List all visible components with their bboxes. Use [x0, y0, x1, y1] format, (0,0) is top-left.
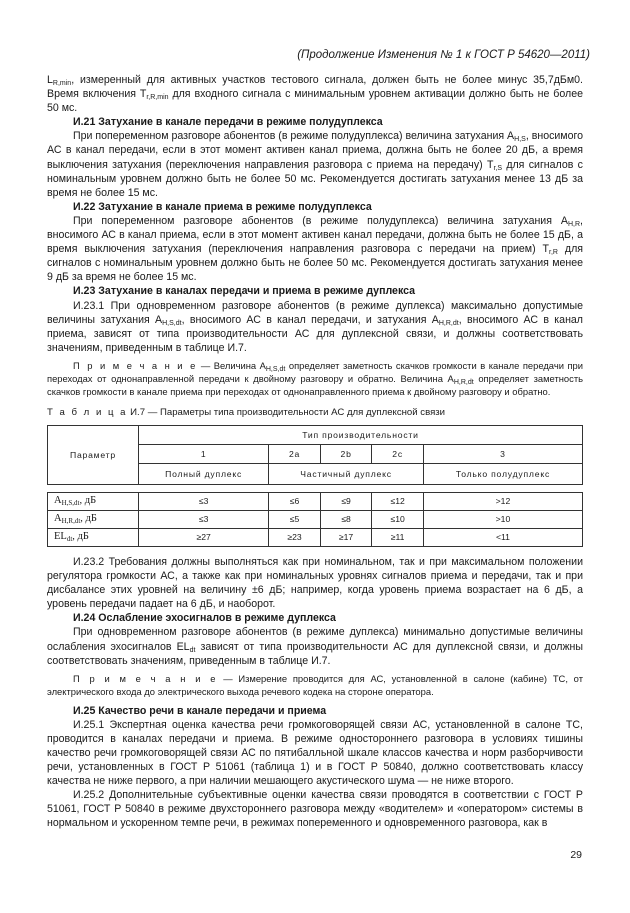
cell: ≥27	[139, 528, 269, 546]
table-row	[48, 492, 583, 510]
cell: >10	[423, 510, 582, 528]
section-heading-24: И.24 Ослабление эхосигналов в режиме дуплекса	[73, 612, 336, 625]
type-col-2a: 2a	[269, 444, 321, 463]
type-col-1: 1	[139, 444, 269, 463]
section-23-note: П р и м е ч а н и е — Величина $A_{H,S,dt}$ определяет заметность скачков громкости в канале передачи при переходах от однонаправленной передачи к двойному разговору и обратно. Величина $A_{H,R,dt}$ определяет заметность скачков громкости в канале приема при переходах от однонаправленного приема к двойному разговору и обратно.	[47, 359, 584, 397]
cell: ≥17	[320, 528, 372, 546]
cell: ≤6	[269, 492, 321, 510]
row-param: $A_{H,R,dt}$, дБ	[48, 510, 139, 528]
section-24-text: При одновременном разговоре абонентов (в режиме дуплекса) минимально допустимые величины ослабления эхосигналов $EL_{dt}$ зависят от типа производительности АС для дуплексной связи, и должны соответствовать значениям, приведенным в таблице И.7.	[47, 626, 583, 667]
section-heading-21: И.21 Затухание в канале передачи в режиме полудуплекса	[73, 116, 383, 129]
performance-table	[47, 425, 583, 547]
intro-paragraph: $L_{R,min}$, измеренный для активных участков тестового сигнала, должен быть не более минус 35,7дБм0. Время включения $T_{r,R,min}$ для входного сигнала с минимальным уровнем активации должно быть не более 50 мс.	[47, 74, 584, 115]
type-col-3: 3	[423, 444, 582, 463]
param-header: Параметр	[48, 425, 139, 484]
section-21-text: При попеременном разговоре абонентов (в режиме полудуплекса) величина затухания $A_{H,S}$, вносимого АС в канал передачи, если в этот момент активен канал приема, должна быть не более 20 дБ, а время выключения затухания (переключения направления разговора с приема на передачу) $T_{r,S}$ для сигналов с номинальным уровнем должно быть не более 50 мс. Рекомендуется достигать затухания менее 13 дБ за время не более 15 мс.	[47, 130, 584, 199]
page-number: 29	[570, 849, 582, 861]
section-25-1-text: И.25.1 Экспертная оценка качества речи громкоговорящей связи АС, установленной в салоне ТС, проводится в каналах передачи и приема. В режиме одностороннего разговора в условиях тишины качество речи громкоговорящей связи АС по пятибалльной шкале классов качества и норм разборчивости речи, установленных в ГОСТ Р 51061 (таблица 1) и в ГОСТ Р 50840, должно соответствовать классу качества не ниже первого, а при наличии мешающего акустического шума — не ниже второго.	[47, 718, 583, 788]
section-24-note: П р и м е ч а н и е — Измерение проводится для АС, установленной в салоне (кабине) ТС, от электрического входа до электрического выхода речевого кодека на стороне оператора.	[47, 672, 583, 697]
running-header: (Продолжение Изменения № 1 к ГОСТ Р 54620—2011)	[297, 49, 590, 61]
cell: ≤5	[269, 510, 321, 528]
type-col-2b: 2b	[320, 444, 372, 463]
section-23-2-text: И.23.2 Требования должны выполняться как при номинальном, так и при максимальном положении регулятора громкости АС, а также как при номинальных уровнях сигналов приема и передачи, так и при дисбалансе этих уровней на величину ±6 дБ; например, когда уровень приема возрастает на 6 дБ, а уровень передачи падает на 6 дБ, и наоборот.	[47, 555, 583, 611]
document-body	[47, 73, 583, 831]
section-23-1-text: И.23.1 При одновременном разговоре абонентов (в режиме дуплекса) максимально допустимые величины затухания $A_{H,S,dt}$, вносимого АС в канал передачи, и затухания $A_{H,R,dt}$, вносимого АС в канал приема, зависят от типа производительности АС для дуплексной связи, и должны соответствовать значениям, приведенным в таблице И.7.	[47, 299, 583, 354]
cell: <11	[423, 528, 582, 546]
cat-partial-duplex: Частичный дуплекс	[269, 463, 424, 484]
table-row	[48, 528, 583, 546]
cell: ≤12	[372, 492, 424, 510]
cat-full-duplex: Полный дуплекс	[139, 463, 269, 484]
cell: ≤3	[139, 492, 269, 510]
cell: ≤8	[320, 510, 372, 528]
cell: ≤10	[372, 510, 424, 528]
row-param: $EL_{dt}$, дБ	[48, 528, 139, 546]
table-row	[48, 510, 583, 528]
type-col-2c: 2c	[372, 444, 424, 463]
type-header: Тип производительности	[139, 425, 583, 444]
row-param: $A_{H,S,dt}$, дБ	[48, 492, 139, 510]
cell: ≥23	[269, 528, 321, 546]
cell: ≤9	[320, 492, 372, 510]
section-25-2-text: И.25.2 Дополнительные субъективные оценки качества связи проводятся в соответствии с ГОСТ Р 51061, ГОСТ Р 50840 в режиме двухстороннего разговора между «водителем» и «оператором» системы в нормальном и ускоренном темпе речи, в режимах попеременного и одновременного разговора, как в	[47, 789, 583, 830]
table-caption: Т а б л и ц а И.7 — Параметры типа производительности АС для дуплексной связи	[47, 406, 446, 418]
section-22-text: При попеременном разговоре абонентов (в режиме полудуплекса) величина затухания $A_{H,R}$, вносимого АС в канал приема, если в этот момент активен канал передачи, должна быть не более 15 дБ, а время выключения затухания (переключения направления разговора с передачи на прием) $T_{r,R}$ для сигналов с номинальным уровнем должно быть не более 50 мс. Рекомендуется достигать затухания менее 9 дБ за время не более 15 мс.	[47, 214, 583, 284]
section-heading-25: И.25 Качество речи в канале передачи и приема	[73, 704, 327, 717]
cell: ≤3	[139, 510, 269, 528]
cat-half-duplex: Только полудуплекс	[423, 463, 582, 484]
cell: >12	[423, 492, 582, 510]
cell: ≥11	[372, 528, 424, 546]
section-heading-22: И.22 Затухание в канале приема в режиме полудуплекса	[73, 200, 372, 213]
section-heading-23: И.23 Затухание в каналах передачи и приема в режиме дуплекса	[73, 285, 416, 298]
